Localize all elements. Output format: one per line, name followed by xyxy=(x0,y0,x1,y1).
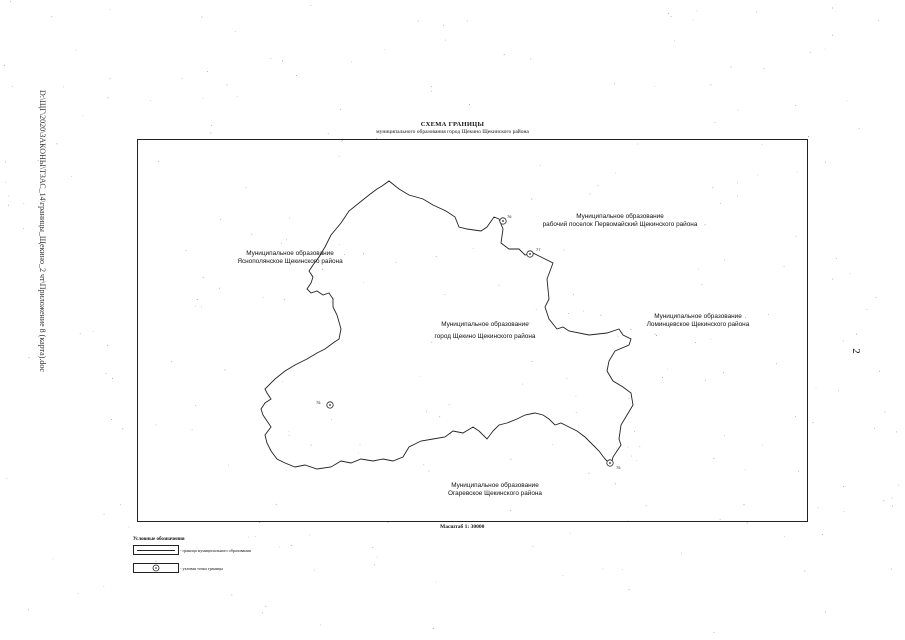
node-label-76: 76 xyxy=(507,214,512,219)
node-marker-77 xyxy=(527,251,533,257)
page-number: 2 xyxy=(849,348,862,354)
region-line2: город Щекино Щекинского района xyxy=(434,333,536,340)
map-subtitle: муниципального образования город Щекино Щекинского района xyxy=(376,129,529,135)
region-line2: рабочий поселок Первомайский Щекинского района xyxy=(542,221,698,228)
region-line2: Огаревское Щекинского района xyxy=(448,490,542,497)
node-point-icon xyxy=(134,564,178,572)
node-marker-75-south xyxy=(607,460,613,466)
legend-title: Условные обозначения xyxy=(133,537,185,542)
region-label-shchekino-city xyxy=(420,321,550,341)
node-label-75-south: 75 xyxy=(616,465,621,470)
region-label-ogarevskoe xyxy=(430,482,560,498)
node-label-77: 77 xyxy=(536,247,541,252)
node-label-75-west: 75 xyxy=(316,400,321,405)
node-marker-75-west xyxy=(327,402,333,408)
legend-boundary-label: - граница муниципального образования xyxy=(180,548,251,553)
region-line1: Муниципальное образование xyxy=(451,482,539,489)
region-label-pervomaisky xyxy=(530,213,710,229)
file-path-margin-text: D:\ЩГ\2020\ЗАКОНЫ\ТЗАС_14\границы_Щекино_2 чт\Приложение 8 (карта).doc xyxy=(38,90,47,372)
region-line1: Муниципальное образование xyxy=(576,213,664,220)
region-line1: Муниципальное образование xyxy=(246,250,334,257)
map-title: СХЕМА ГРАНИЦЫ xyxy=(420,121,485,128)
region-line2: Ломинцевское Щекинского района xyxy=(646,321,750,328)
region-label-yasnopolyanskoe xyxy=(220,250,360,266)
region-line1: Муниципальное образование xyxy=(441,321,529,328)
legend-boundary-swatch xyxy=(133,545,179,555)
legend-node-label: - узловая точка границы xyxy=(180,566,224,571)
region-line2: Яснополянское Щекинского района xyxy=(237,258,343,265)
region-label-lomintsevskoe xyxy=(633,313,763,329)
node-marker-76 xyxy=(500,218,506,224)
region-line1: Муниципальное образование xyxy=(654,313,742,320)
boundary-line-sample xyxy=(137,550,175,551)
map-scale: Масштаб 1: 30000 xyxy=(440,524,485,530)
legend-node-swatch xyxy=(133,563,179,573)
